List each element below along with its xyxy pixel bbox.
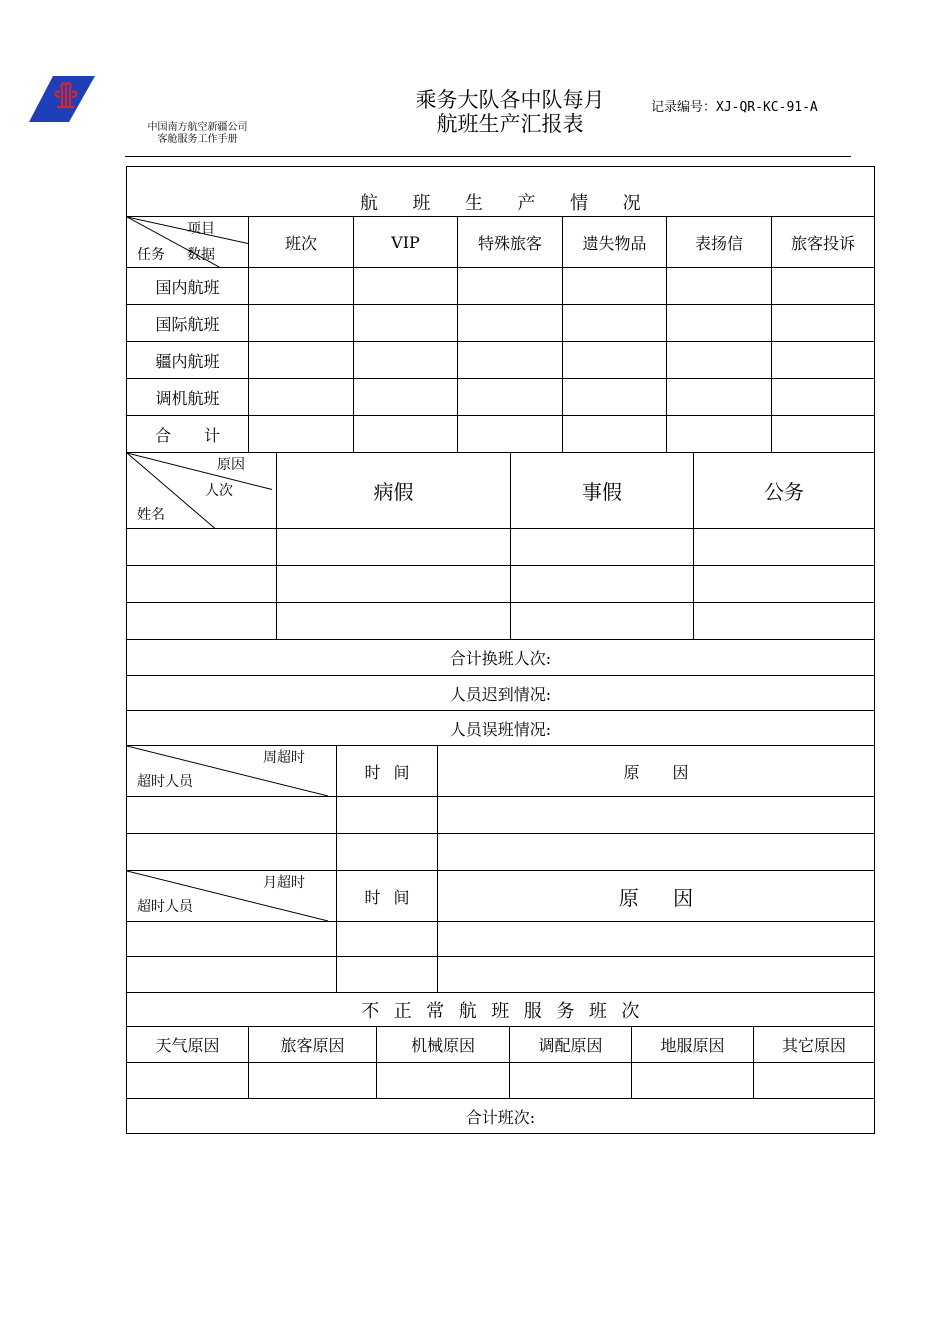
table-cell[interactable]: [249, 305, 354, 342]
table-cell[interactable]: [458, 268, 563, 305]
table-row: [127, 566, 875, 603]
table-cell[interactable]: [127, 834, 337, 871]
row-label-total: 合 计: [127, 416, 249, 453]
irregular-total[interactable]: 合计班次:: [127, 1099, 875, 1134]
table-row: [127, 922, 875, 957]
table-row: [127, 603, 875, 640]
diag-label-task: 任务: [137, 247, 165, 263]
missed-shifts[interactable]: 人员误班情况:: [127, 711, 875, 746]
table-cell[interactable]: [772, 268, 875, 305]
table-cell[interactable]: [458, 342, 563, 379]
table-cell[interactable]: [127, 957, 337, 993]
table-cell[interactable]: [337, 922, 438, 957]
table-cell[interactable]: [249, 342, 354, 379]
table-cell[interactable]: [772, 305, 875, 342]
table-row: [127, 834, 875, 871]
table-row: [127, 1063, 875, 1099]
table-cell[interactable]: [337, 797, 438, 834]
table-cell[interactable]: [667, 416, 772, 453]
column-header: 特殊旅客: [458, 217, 563, 268]
table-cell[interactable]: [458, 305, 563, 342]
table-cell[interactable]: [694, 529, 875, 566]
column-header: VIP: [354, 217, 458, 268]
table-cell[interactable]: [127, 922, 337, 957]
leave-diagonal-header: [127, 453, 277, 529]
table-cell[interactable]: [754, 1063, 875, 1099]
table-cell[interactable]: [127, 566, 277, 603]
diag-label-weekly: 周超时: [263, 750, 305, 766]
table-cell[interactable]: [354, 268, 458, 305]
column-header: 旅客投诉: [772, 217, 875, 268]
table-cell[interactable]: [127, 603, 277, 640]
table-row: [127, 957, 875, 993]
table-cell[interactable]: [127, 797, 337, 834]
column-header: 天气原因: [127, 1027, 249, 1063]
table-row: [127, 379, 875, 416]
table-cell[interactable]: [127, 529, 277, 566]
table-cell[interactable]: [667, 379, 772, 416]
production-diagonal-header: [127, 217, 249, 268]
table-cell[interactable]: [354, 379, 458, 416]
column-header: 机械原因: [377, 1027, 510, 1063]
irregular-flights-table: [126, 992, 875, 1134]
table-cell[interactable]: [563, 342, 667, 379]
column-header: 调配原因: [510, 1027, 632, 1063]
row-label: 国内航班: [127, 268, 249, 305]
table-cell[interactable]: [667, 342, 772, 379]
production-section-title: 航 班 生 产 情 况: [127, 167, 875, 217]
column-header-time: 时 间: [337, 746, 438, 797]
diag-label-name: 姓名: [137, 507, 165, 523]
table-cell[interactable]: [277, 603, 511, 640]
row-label: 国际航班: [127, 305, 249, 342]
column-header: 地服原因: [632, 1027, 754, 1063]
column-header: 遗失物品: [563, 217, 667, 268]
table-cell[interactable]: [694, 566, 875, 603]
table-cell[interactable]: [511, 529, 694, 566]
column-header: 病假: [277, 453, 511, 529]
table-row: [127, 342, 875, 379]
monthly-overtime-table: [126, 870, 875, 993]
record-number: 记录编号：XJ-QR-KC-91-A: [651, 100, 818, 115]
column-header: 其它原因: [754, 1027, 875, 1063]
page-title: 乘务大队各中队每月 航班生产汇报表: [415, 88, 605, 136]
monthly-overtime-diagonal-header: [127, 871, 337, 922]
table-cell[interactable]: [249, 268, 354, 305]
table-cell[interactable]: [438, 797, 875, 834]
table-row: [127, 268, 875, 305]
column-header: 事假: [511, 453, 694, 529]
table-row: [127, 529, 875, 566]
table-cell[interactable]: [511, 566, 694, 603]
table-cell[interactable]: [377, 1063, 510, 1099]
report-form: [126, 166, 875, 1134]
weekly-overtime-diagonal-header: [127, 746, 337, 797]
table-cell[interactable]: [772, 379, 875, 416]
weekly-overtime-table: [126, 745, 875, 871]
table-cell[interactable]: [354, 342, 458, 379]
late-arrivals[interactable]: 人员迟到情况:: [127, 676, 875, 711]
diag-label-staff: 超时人员: [137, 899, 193, 915]
diag-label-monthly: 月超时: [263, 875, 305, 891]
table-cell[interactable]: [354, 305, 458, 342]
table-cell[interactable]: [354, 416, 458, 453]
china-southern-logo: [29, 76, 95, 122]
table-cell[interactable]: [458, 416, 563, 453]
diag-label-item: 项目: [187, 221, 215, 237]
shift-swap-total[interactable]: 合计换班人次:: [127, 640, 875, 676]
table-row: [127, 305, 875, 342]
leave-table: [126, 452, 875, 746]
table-cell[interactable]: [249, 379, 354, 416]
table-cell[interactable]: [249, 416, 354, 453]
column-header-reason: 原 因: [438, 746, 875, 797]
table-cell[interactable]: [438, 957, 875, 993]
table-cell[interactable]: [277, 566, 511, 603]
table-cell[interactable]: [511, 603, 694, 640]
table-cell[interactable]: [337, 834, 438, 871]
table-cell[interactable]: [510, 1063, 632, 1099]
irregular-section-title: 不 正 常 航 班 服 务 班 次: [127, 993, 875, 1027]
table-cell[interactable]: [667, 268, 772, 305]
diag-label-count: 人次: [205, 483, 233, 499]
table-cell[interactable]: [772, 342, 875, 379]
table-cell[interactable]: [632, 1063, 754, 1099]
table-cell[interactable]: [458, 379, 563, 416]
table-cell[interactable]: [277, 529, 511, 566]
column-header: 表扬信: [667, 217, 772, 268]
table-cell[interactable]: [438, 922, 875, 957]
row-label: 疆内航班: [127, 342, 249, 379]
table-row: [127, 797, 875, 834]
table-cell[interactable]: [667, 305, 772, 342]
diag-label-staff: 超时人员: [137, 774, 193, 790]
column-header: 班次: [249, 217, 354, 268]
company-name: 中国南方航空新疆公司 客舱服务工作手册: [147, 122, 248, 145]
table-row: [127, 416, 875, 453]
table-cell[interactable]: [563, 268, 667, 305]
table-cell[interactable]: [772, 416, 875, 453]
table-cell[interactable]: [249, 1063, 377, 1099]
column-header-time: 时 间: [337, 871, 438, 922]
production-table: [126, 166, 875, 453]
header-divider: [125, 156, 851, 157]
row-label: 调机航班: [127, 379, 249, 416]
table-cell[interactable]: [337, 957, 438, 993]
diag-label-data: 数据: [187, 247, 215, 263]
column-header: 旅客原因: [249, 1027, 377, 1063]
column-header: 公务: [694, 453, 875, 529]
table-cell[interactable]: [563, 305, 667, 342]
table-cell[interactable]: [563, 416, 667, 453]
table-cell[interactable]: [127, 1063, 249, 1099]
table-cell[interactable]: [563, 379, 667, 416]
diag-label-reason: 原因: [217, 457, 245, 473]
column-header-reason: 原 因: [438, 871, 875, 922]
table-cell[interactable]: [438, 834, 875, 871]
table-cell[interactable]: [694, 603, 875, 640]
